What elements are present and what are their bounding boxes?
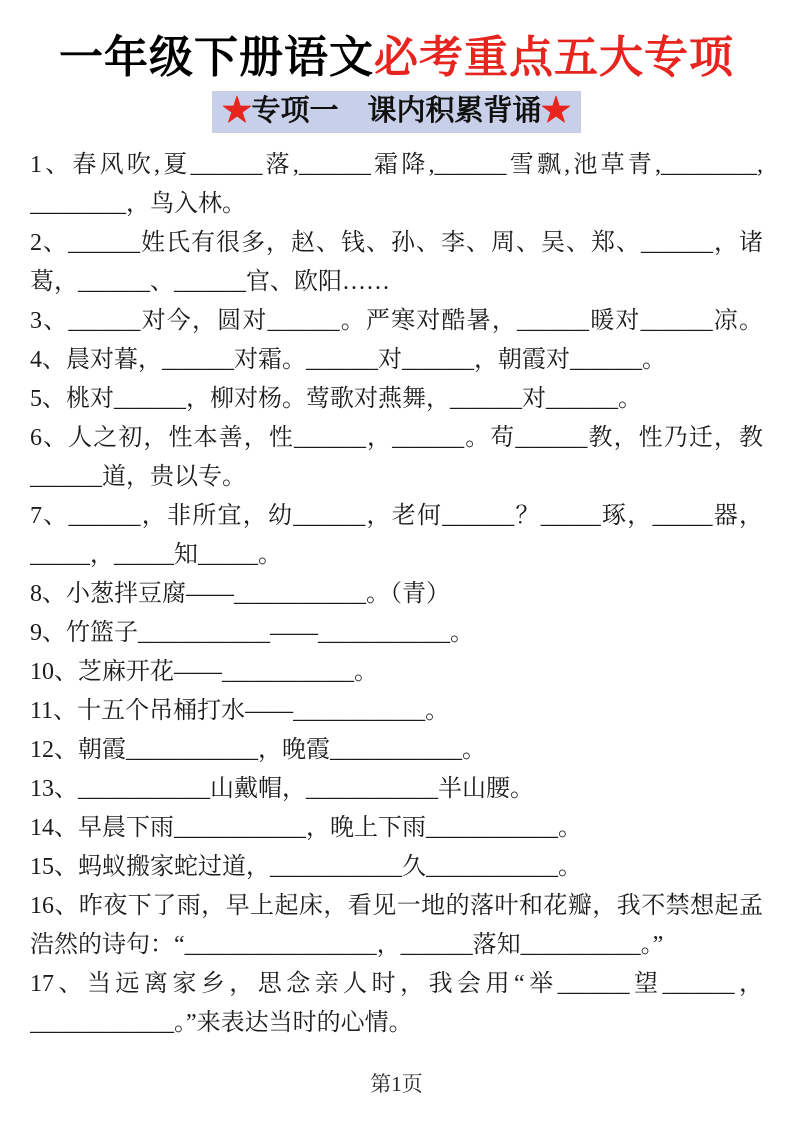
question-item <box>30 770 763 809</box>
question-line: 1、春风吹,夏______落,______霜降,______雪飘,池草青,________, <box>30 151 763 178</box>
question-line: 12、朝霞___________，晚霞___________。 <box>30 736 486 763</box>
question-line: ______道，贵以专。 <box>30 463 246 490</box>
section-header <box>212 91 580 133</box>
question-line: 16、昨夜下了雨，早上起床，看见一地的落叶和花瓣，我不禁想起孟 <box>30 892 763 919</box>
question-item <box>30 419 763 497</box>
question-line: 13、___________山戴帽，___________半山腰。 <box>30 775 534 802</box>
title-grade-part: 一年级下册语文 <box>59 33 374 82</box>
question-item <box>30 692 763 731</box>
question-line: 10、芝麻开花——___________。 <box>30 658 378 685</box>
question-item <box>30 887 763 965</box>
question-line: 5、桃对______，柳对杨。莺歌对燕舞，______对______。 <box>30 385 642 412</box>
question-item <box>30 965 763 1043</box>
question-line: 3、______对今，圆对______。严寒对酷暑，______暖对______凉。 <box>30 307 763 334</box>
question-item <box>30 497 763 575</box>
question-line: 2、______姓氏有很多，赵、钱、孙、李、周、吴、郑、______，诸 <box>30 229 763 256</box>
question-item <box>30 614 763 653</box>
question-list <box>30 146 763 1043</box>
question-line: 11、十五个吊桶打水——___________。 <box>30 697 450 724</box>
question-line: ____________。”来表达当时的心情。 <box>30 1009 413 1036</box>
question-item <box>30 575 763 614</box>
question-item <box>30 848 763 887</box>
page-number: 第1页 <box>370 1072 423 1096</box>
question-item <box>30 146 763 224</box>
page-title <box>0 0 793 84</box>
question-line: 9、竹篮子___________——___________。 <box>30 619 474 646</box>
question-line: 17、当远离家乡，思念亲人时，我会用“举______望______， <box>30 970 763 997</box>
question-item <box>30 731 763 770</box>
section-title: 专项一 课内积累背诵 <box>251 94 542 127</box>
question-line: 8、小葱拌豆腐——___________。（青） <box>30 580 450 607</box>
question-line: _____，_____知_____。 <box>30 541 282 568</box>
question-line: 14、早晨下雨___________，晚上下雨___________。 <box>30 814 582 841</box>
question-line: 15、蚂蚁搬家蛇过道，___________久___________。 <box>30 853 582 880</box>
question-line: 6、人之初，性本善，性______，______。苟______教，性乃迁，教 <box>30 424 763 451</box>
question-item <box>30 653 763 692</box>
question-item <box>30 341 763 380</box>
question-line: ________，鸟入林。 <box>30 190 246 217</box>
star-icon-left: ★ <box>222 94 252 127</box>
title-topic-part: 必考重点五大专项 <box>374 33 734 82</box>
question-item <box>30 302 763 341</box>
section-header-row <box>0 91 793 133</box>
question-line: 葛，______、______官、欧阳…… <box>30 268 390 295</box>
question-item <box>30 224 763 302</box>
question-line: 4、晨对暮，______对霜。______对______，朝霞对______。 <box>30 346 666 373</box>
question-item <box>30 380 763 419</box>
question-item <box>30 809 763 848</box>
question-line: 浩然的诗句：“________________，______落知__________。” <box>30 931 664 958</box>
star-icon-right: ★ <box>541 94 571 127</box>
question-line: 7、______，非所宜，幼______，老何______？_____琢，_____器， <box>30 502 763 529</box>
